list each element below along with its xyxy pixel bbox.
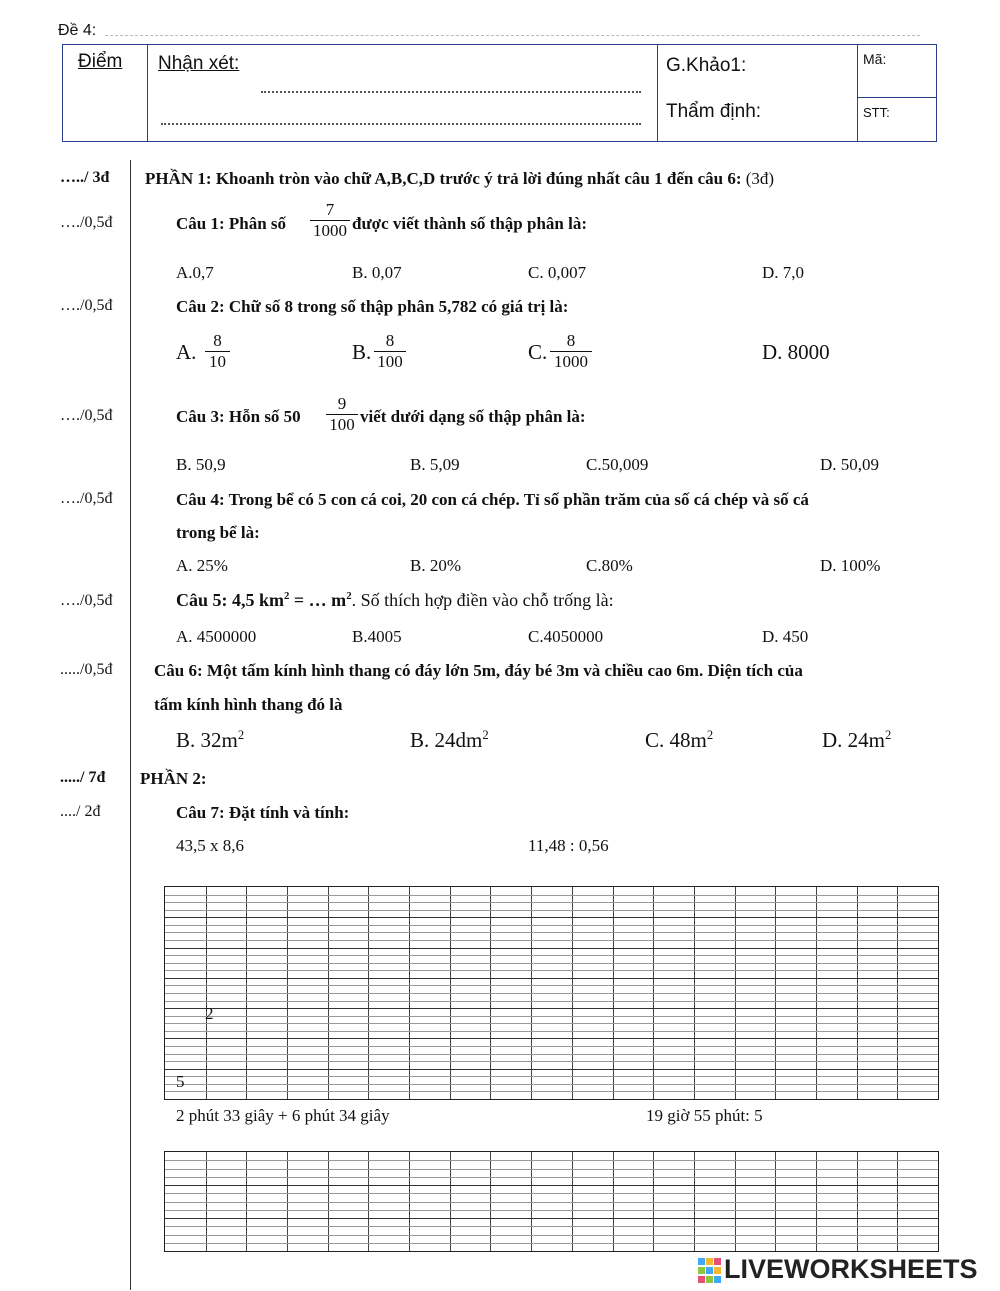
q2-text: Câu 2: Chữ số 8 trong số thập phân 5,782 có giá trị là: [176,297,569,316]
grid-row-line [165,1177,938,1178]
diem-label: Điểm [78,51,123,72]
q3-frac-num: 9 [337,394,347,413]
grid-row-line [165,917,938,918]
q1-suffix: được viết thành số thập phân là: [352,214,588,233]
header-dashed-rule [105,35,920,36]
q2-frac-c-num: 8 [566,331,576,350]
part2-score: ...../ 7đ [60,769,106,786]
grid-row-line [165,1218,938,1219]
grid-row-line [165,1235,938,1236]
q3-score: …./0,5đ [60,407,113,424]
q2-frac-b [374,331,406,372]
exam-label: Đề 4: [58,22,97,39]
q7-score: ..../ 2đ [60,803,101,820]
q4-option-a[interactable]: A. 25% [176,556,228,575]
q2-option-a[interactable]: A. [176,340,197,364]
q7-expr1: 43,5 x 8,6 [176,836,244,855]
grid-row-line [165,1185,938,1186]
work-grid-1[interactable] [164,886,939,1100]
q6-option-a-sup: 2 [237,728,245,742]
comment-dotline-2 [161,123,641,125]
liveworksheets-brand: LIVEWORKSHEETS [724,1254,978,1284]
q5-text [176,590,614,611]
q6-option-d-text: D. 24m [822,728,885,752]
grid-row-line [165,1046,938,1047]
q1-prefix: Câu 1: Phân số [176,214,287,233]
q3-option-d[interactable]: D. 50,09 [820,455,880,474]
grid-row-line [165,1016,938,1017]
q2-frac-c-den: 1000 [550,351,592,372]
part2-title: PHẦN 2: [140,769,207,788]
score-header-box [62,44,937,142]
q7-expr2: 11,48 : 0,56 [528,836,609,855]
grid-row-line [165,970,938,971]
q2-frac-b-den: 100 [374,351,406,372]
q2-score: …./0,5đ [60,297,113,314]
score-column-divider [130,160,131,1290]
q2-option-c[interactable]: C. [528,340,548,364]
q1-option-d[interactable]: D. 7,0 [762,263,805,282]
q6-option-b-text: B. 24dm [410,728,483,752]
q4-score: …./0,5đ [60,490,113,507]
grid-row-line [165,978,938,979]
grid-row-line [165,1038,938,1039]
part1-title: PHẦN 1: Khoanh tròn vào chữ A,B,C,D trước ý trả lời đúng nhất câu 1 đến câu 6: [145,169,742,188]
q2-frac-a-den: 10 [205,351,230,372]
part1-points: (3đ) [745,169,775,188]
gkhao-label: G.Khảo1: [666,55,747,76]
grid-row-line [165,985,938,986]
q5-score: …./0,5đ [60,592,113,609]
q6-option-a-text: B. 32m [176,728,238,752]
grid-row-line [165,1193,938,1194]
grid-row-line [165,925,938,926]
grid-row-line [165,932,938,933]
grid-row-line [165,993,938,994]
q2-option-b[interactable]: B. [352,340,372,364]
grid1-mark-2: 2 [205,1004,214,1023]
grid-row-line [165,955,938,956]
q3-option-c[interactable]: C.50,009 [586,455,649,474]
q1-option-a[interactable]: A.0,7 [176,263,214,282]
q5-option-c[interactable]: C.4050000 [528,627,604,646]
q6-option-a[interactable] [176,728,244,753]
grid-row-line [165,1069,938,1070]
q3-option-b[interactable]: B. 5,09 [410,455,460,474]
tham-dinh-label: Thẩm định: [666,101,762,122]
q5-option-a[interactable]: A. 4500000 [176,627,257,646]
grid1-mark-5: 5 [176,1072,185,1091]
q5-bold-a: Câu 5: 4,5 km [176,590,285,610]
q1-frac-num: 7 [325,200,335,219]
grid-row-line [165,1084,938,1085]
grid-row-line [165,1160,938,1161]
q4-option-d[interactable]: D. 100% [820,556,881,575]
q1-option-c[interactable]: C. 0,007 [528,263,587,282]
q6-option-c[interactable] [645,728,713,753]
grid-row-line [165,1001,938,1002]
grid-row-line [165,1031,938,1032]
grid-row-line [165,902,938,903]
q5-rest: . Số thích hợp điền vào chỗ trống là: [351,590,614,610]
q3-frac-den: 100 [326,414,358,435]
q1-option-b[interactable]: B. 0,07 [352,263,402,282]
q6-score: ...../0,5đ [60,661,113,678]
grid-row-line [165,1008,938,1009]
q6-option-b-sup: 2 [482,728,489,742]
grid-row-line [165,1226,938,1227]
q6-option-b[interactable] [410,728,489,753]
q6-option-d[interactable] [822,728,891,753]
q1-frac-den: 1000 [310,220,350,241]
work-grid-2[interactable] [164,1151,939,1252]
q4-line2: trong bể là: [176,523,260,542]
q5-option-d[interactable]: D. 450 [762,627,809,646]
ma-label: Mã: [863,51,887,67]
grid-row-line [165,1054,938,1055]
q3-fraction [326,394,358,435]
grid-row-line [165,1076,938,1077]
nhan-xet-label: Nhận xét: [158,53,240,74]
q5-option-b[interactable]: B.4005 [352,627,402,646]
q4-option-b[interactable]: B. 20% [410,556,461,575]
part1-score: …../ 3đ [60,169,110,186]
q2-frac-a [205,331,230,372]
q4-option-c[interactable]: C.80% [586,556,633,575]
grid-row-line [165,1210,938,1211]
q3-prefix: Câu 3: Hỗn số 50 [176,407,301,426]
grid-row-line [165,1061,938,1062]
grid-row-line [165,1243,938,1244]
q2-frac-a-num: 8 [213,331,222,350]
stt-label: STT: [863,105,890,120]
q6-option-c-sup: 2 [706,728,714,742]
q1-fraction [310,200,350,241]
q2-option-d[interactable]: D. 8000 [762,340,830,364]
grid-row-line [165,940,938,941]
q7-title: Câu 7: Đặt tính và tính: [176,803,350,822]
grid-row-line [165,948,938,949]
q1-score: …./0,5đ [60,214,113,231]
grid-row-line [165,963,938,964]
liveworksheets-logo-icon [698,1258,722,1284]
q6-line1: Câu 6: Một tấm kính hình thang có đáy lớn 5m, đáy bé 3m và chiều cao 6m. Diện tích của [154,661,803,680]
grid-row-line [165,1023,938,1024]
q6-line2: tấm kính hình thang đó là [154,695,343,714]
grid-row-line [165,910,938,911]
q5-bold-b: = … m [289,590,347,610]
q6-option-d-sup: 2 [885,728,892,742]
q2-frac-b-num: 8 [385,331,395,350]
q7-expr4: 19 giờ 55 phút: 5 [646,1106,763,1125]
comment-dotline-1 [261,91,641,93]
q5-sup: 2 [284,590,290,602]
grid-row-line [165,895,938,896]
grid-row-line [165,1202,938,1203]
q4-line1: Câu 4: Trong bể có 5 con cá coi, 20 con cá chép. Tỉ số phần trăm của số cá chép và số cá [176,490,809,509]
q3-option-a[interactable]: B. 50,9 [176,455,226,474]
q5-sup2: 2 [346,590,352,602]
q3-suffix: viết dưới dạng số thập phân là: [360,407,586,426]
q6-option-c-text: C. 48m [645,728,707,752]
grid-row-line [165,1169,938,1170]
q7-expr3: 2 phút 33 giây + 6 phút 34 giây [176,1106,390,1125]
grid-row-line [165,1091,938,1092]
q2-frac-c [550,331,592,372]
